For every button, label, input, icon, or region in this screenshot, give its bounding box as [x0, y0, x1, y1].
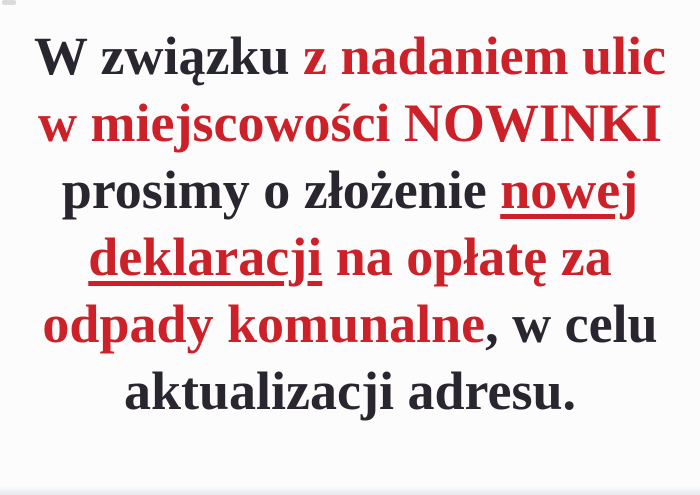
notice-line-2 — [0, 90, 700, 157]
notice-line-5 — [0, 291, 700, 358]
text-segment: odpady komunalne — [42, 294, 486, 354]
notice-line-4 — [0, 224, 700, 291]
notice-text — [0, 23, 700, 425]
scan-edge — [0, 486, 700, 495]
notice-line-1 — [0, 23, 700, 90]
text-segment: w miejscowości NOWINKI — [38, 93, 662, 153]
text-segment: , w celu — [485, 294, 658, 354]
text-segment: na opłatę za — [322, 227, 612, 287]
text-segment: nowej — [500, 160, 639, 220]
text-segment: deklaracji — [88, 227, 323, 287]
text-segment: aktualizacji adresu. — [123, 361, 576, 421]
notice-line-6 — [0, 358, 700, 425]
text-segment: prosimy o złożenie — [61, 160, 501, 220]
text-segment: z nadaniem ulic — [303, 26, 667, 86]
scan-artifact-speck — [2, 0, 16, 5]
text-segment: W związku — [33, 26, 303, 86]
notice-line-3 — [0, 157, 700, 224]
